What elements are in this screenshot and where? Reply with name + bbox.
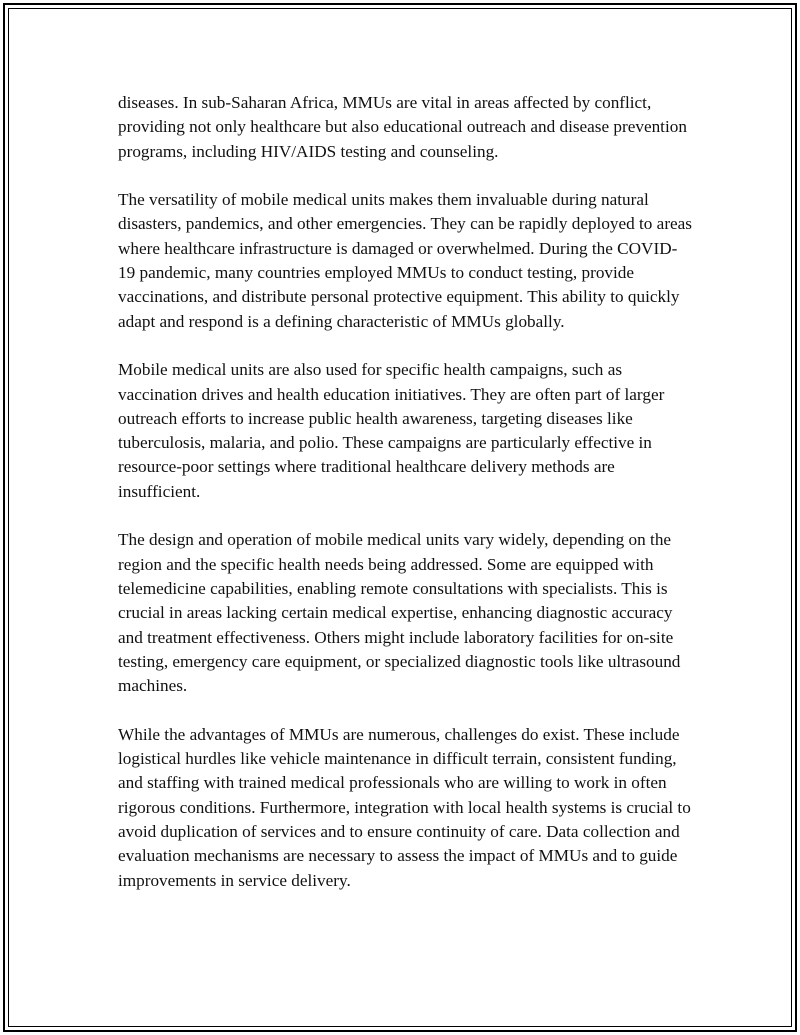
paragraph-mmu-design-operation: The design and operation of mobile medical units vary widely, depending on the region and the specific health needs being addressed. Some are equipped with telemedicine capabilities, enabling remote consultations with specialists. This is crucial in areas lacking certain medical expertise, enhancing diagnostic accuracy and treatment effectiveness. Others might include laboratory facilities for on-site testing, emergency care equipment, or specialized diagnostic tools like ultrasound machines. <box>118 530 681 696</box>
document-body <box>118 91 693 917</box>
paragraph-mmu-versatility: The versatility of mobile medical units makes them invaluable during natural disasters, pandemics, and other emergencies. They can be rapidly deployed to areas where healthcare infrastructure is damaged or overwhelmed. During the COVID-19 pandemic, many countries employed MMUs to conduct testing, provide vaccinations, and distribute personal protective equipment. This ability to quickly adapt and respond is a defining characteristic of MMUs globally. <box>118 190 692 331</box>
paragraph-mmu-challenges: While the advantages of MMUs are numerous, challenges do exist. These include logistical hurdles like vehicle maintenance in difficult terrain, consistent funding, and staffing with trained medical professionals who are willing to work in often rigorous conditions. Furthermore, integration with local health systems is crucial to avoid duplication of services and to ensure continuity of care. Data collection and evaluation mechanisms are necessary to assess the impact of MMUs and to guide improvements in service delivery. <box>118 724 691 890</box>
paragraph-mmu-africa: diseases. In sub-Saharan Africa, MMUs are vital in areas affected by conflict, providing not only healthcare but also educational outreach and disease prevention programs, including HIV/AIDS testing and counseling. <box>118 93 687 161</box>
paragraph-mmu-health-campaigns: Mobile medical units are also used for specific health campaigns, such as vaccination drives and health education initiatives. They are often part of larger outreach efforts to increase public health awareness, targeting diseases like tuberculosis, malaria, and polio. These campaigns are particularly effective in resource-poor settings where traditional healthcare delivery methods are insufficient. <box>118 360 665 501</box>
